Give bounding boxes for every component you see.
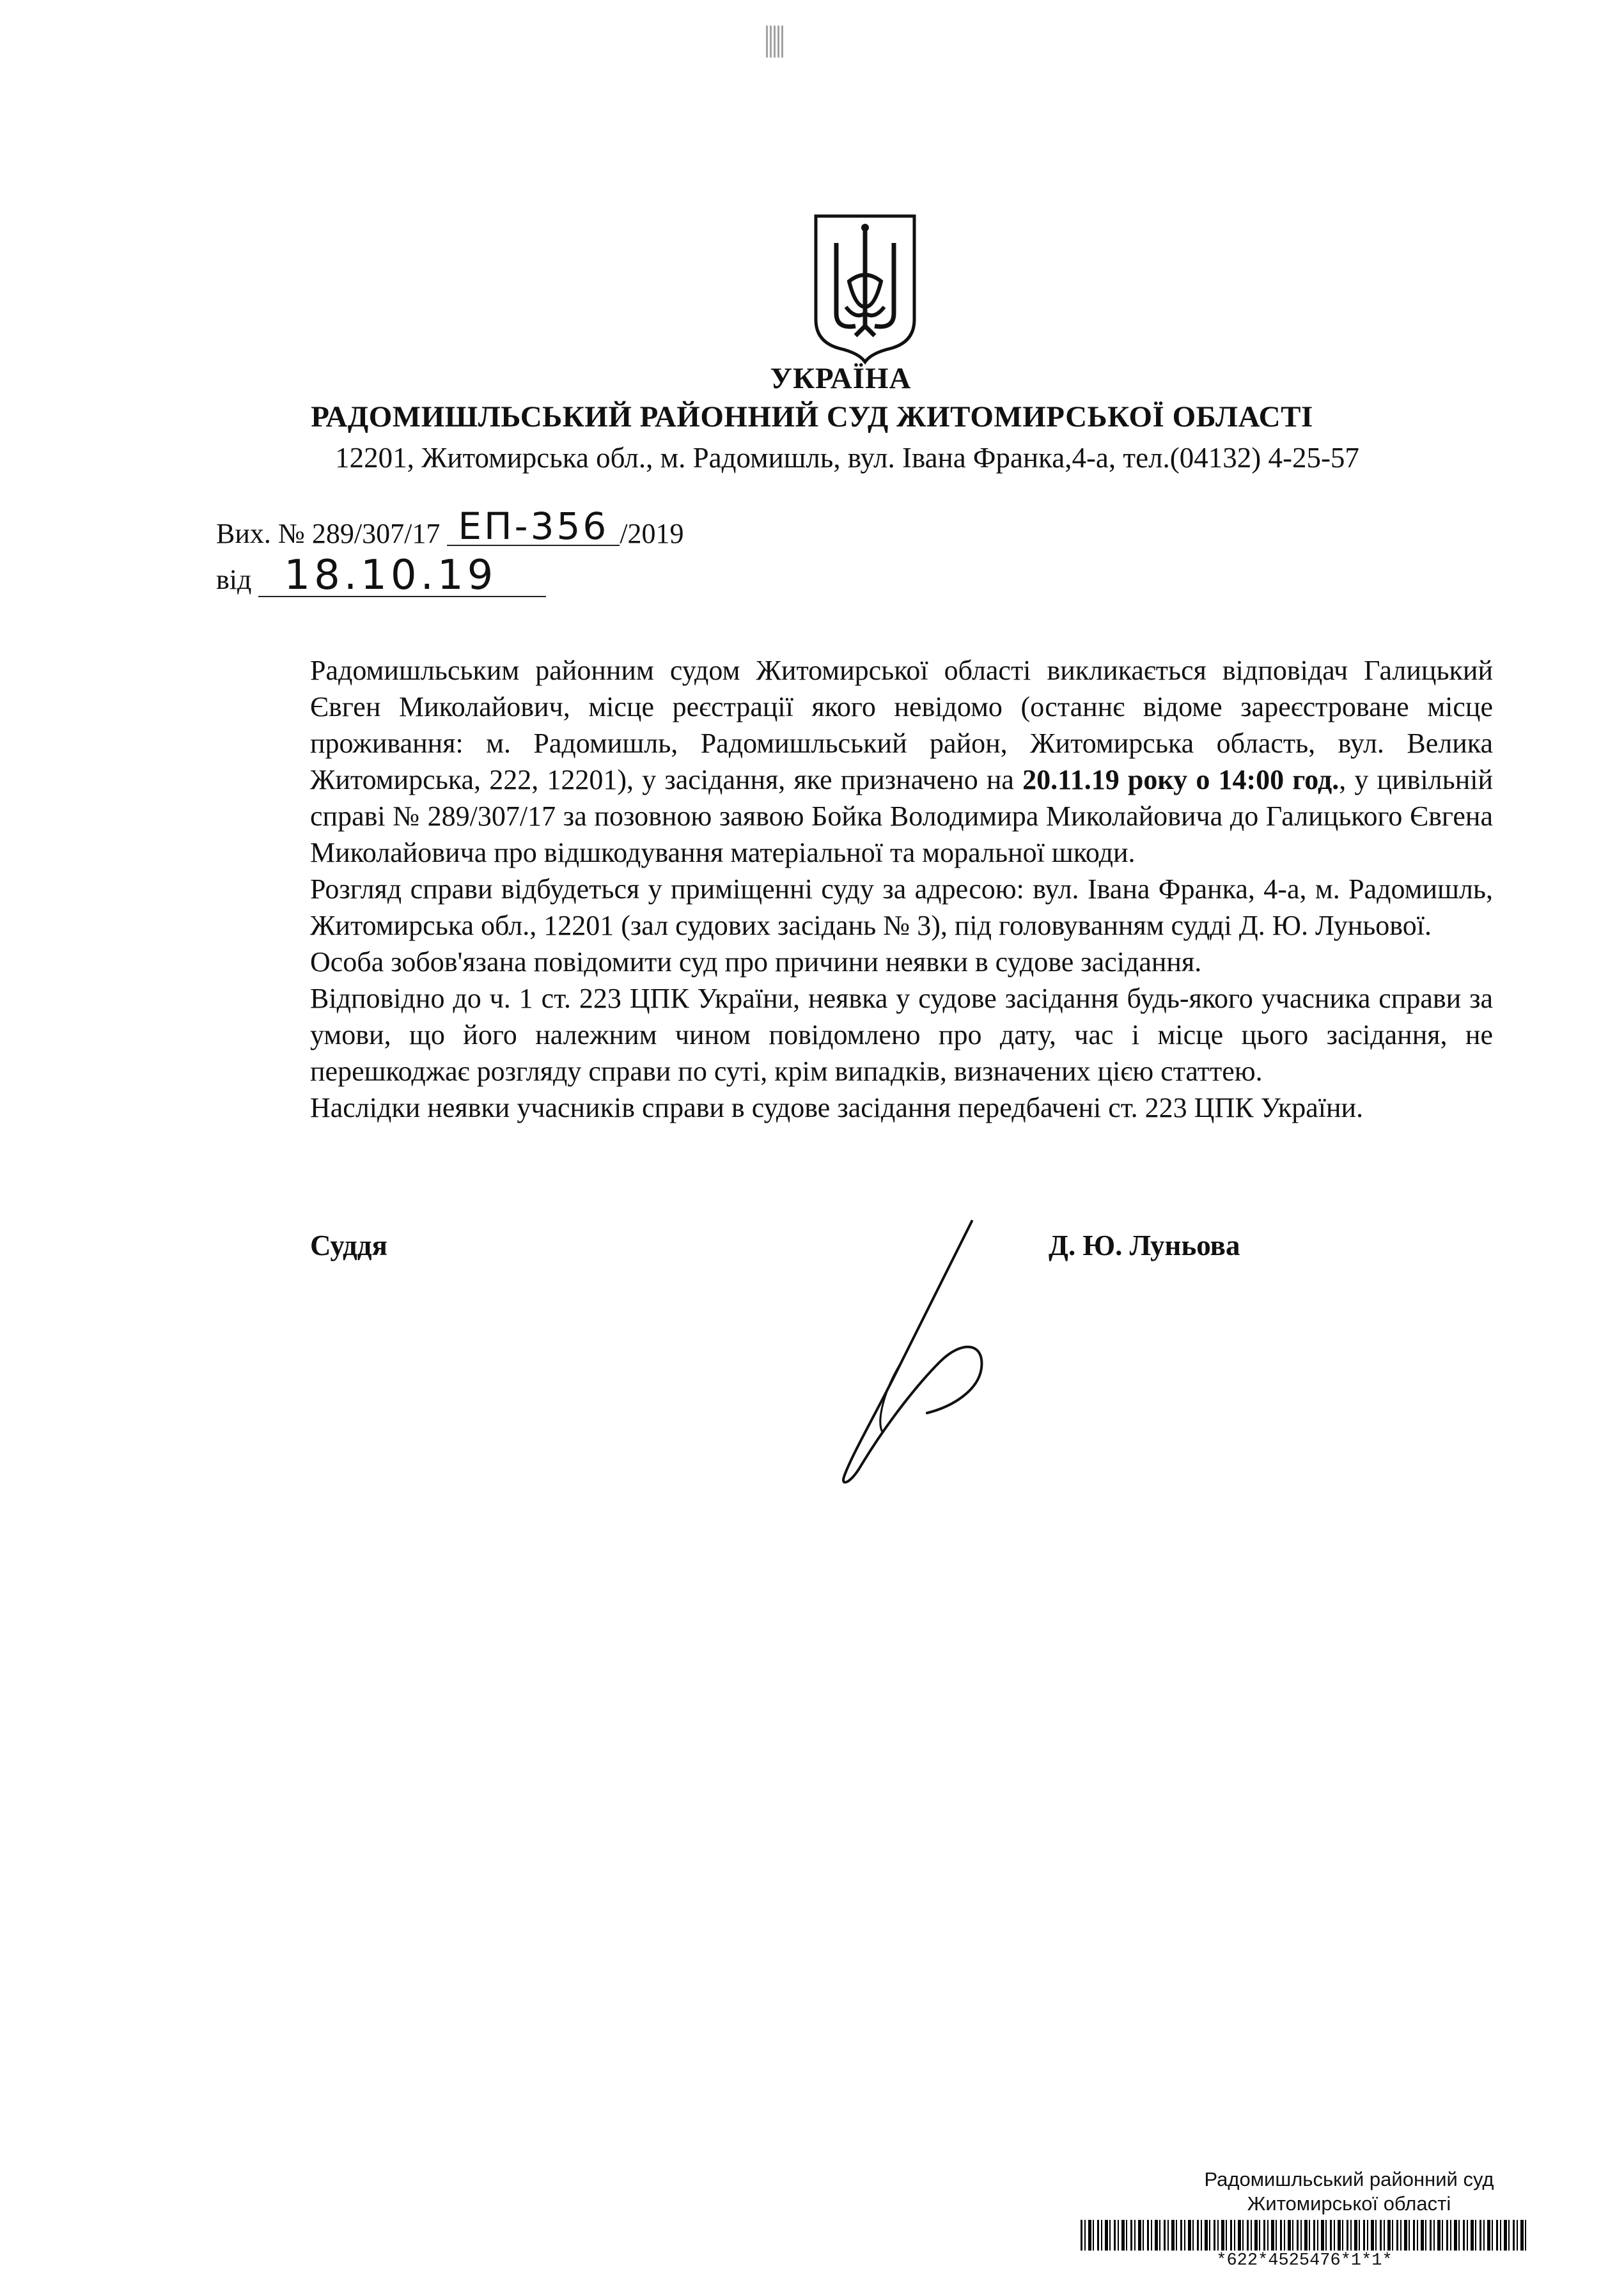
handwritten-signature-icon xyxy=(825,1215,1036,1490)
header-court-name: РАДОМИШЛЬСЬКИЙ РАЙОННИЙ СУД ЖИТОМИРСЬКОЇ ОБЛАСТІ xyxy=(311,400,1313,433)
paragraph-summons-text-b: , у цивільній справі № 289/307/17 за позовною заявою Бойка Володимира Миколайовича до Галицького Євгена Миколайовича про відшкодування матеріальної та моральної шкоди. xyxy=(310,764,1494,868)
hearing-time: о 14:00 год. xyxy=(1196,764,1339,795)
reference-suffix: /2019 xyxy=(620,518,684,549)
barcode-icon xyxy=(1081,2220,1528,2251)
paragraph-hearing-location: Розгляд справи відбудеться у приміщенні суду за адресою: вул. Івана Франка, 4-а, м. Радомишль, Житомирська обл., 12201 (зал судових засідань № 3), під головуванням судді Д. Ю. Луньової. xyxy=(310,873,1493,941)
paragraph-notify-duty: Особа зобов'язана повідомити суд про причини неявки в судове засідання. xyxy=(310,946,1202,978)
outgoing-reference xyxy=(216,504,684,550)
coat-of-arms-icon xyxy=(811,211,919,364)
handwritten-reference-code: ЕП-356 xyxy=(447,508,620,546)
header-country: УКРАЇНА xyxy=(770,362,912,395)
hearing-date: 20.11.19 року xyxy=(1022,764,1188,795)
document-body xyxy=(310,652,1493,1126)
stamp-region-line: Житомирської області xyxy=(1247,2192,1451,2215)
scan-artifact xyxy=(766,26,785,58)
stamp-court-line: Радомишльський районний суд xyxy=(1204,2168,1494,2190)
paragraph-summons-text-a: Радомишльським районним судом Житомирської області викликається відповідач Галицький Євген Миколайович, місце реєстрації якого невідомо (останнє відоме зареєстроване місце проживання: м. Радомишль, Радомишльський район, Житомирська область, вул. Велика Житомирська, 222, 12201), у засідання, яке призначено на xyxy=(310,655,1493,795)
registration-stamp xyxy=(1081,2167,1528,2271)
signature-name: Д. Ю. Луньова xyxy=(1049,1229,1240,1261)
barcode-number: *622*4525476*1*1* xyxy=(1216,2251,1393,2270)
reference-prefix: Вих. № 289/307/17 xyxy=(216,518,441,549)
date-label: від xyxy=(216,564,252,595)
reference-date xyxy=(216,552,546,599)
paragraph-consequences: Наслідки неявки учасників справи в судове засідання передбачені ст. 223 ЦПК України. xyxy=(310,1092,1364,1123)
header-address: 12201, Житомирська обл., м. Радомишль, вул. Івана Франка,4-а, тел.(04132) 4-25-57 xyxy=(335,442,1359,474)
paragraph-law-reference: Відповідно до ч. 1 ст. 223 ЦПК України, неявка у судове засідання будь-якого учасника справи за умови, що його належним чином повідомлено про дату, час і місце цього засідання, не перешкоджає розгляду справи по суті, крім випадків, визначених цією статтею. xyxy=(310,983,1493,1087)
signature-role: Суддя xyxy=(310,1229,387,1261)
paragraph-summons xyxy=(310,652,1493,871)
handwritten-date: 18.10.19 xyxy=(258,555,546,597)
